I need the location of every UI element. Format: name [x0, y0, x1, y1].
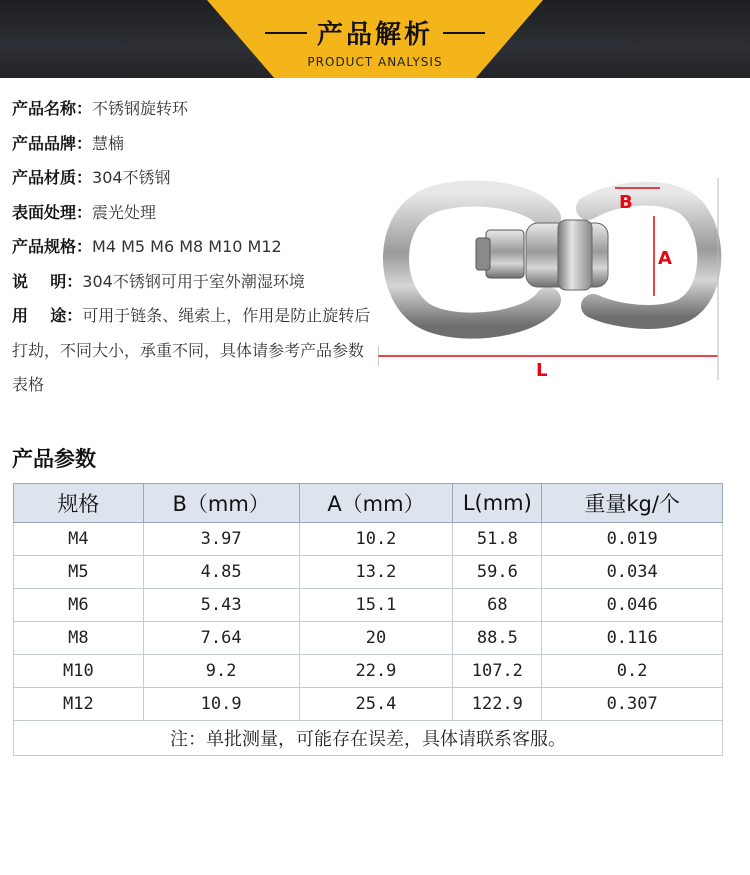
banner-title: 产品解析	[265, 14, 485, 51]
cell: 13.2	[299, 556, 453, 589]
cell: 4.85	[143, 556, 299, 589]
info-row-spec	[12, 230, 377, 265]
info-row-name	[12, 92, 377, 127]
product-info	[12, 92, 377, 403]
swivel-nut-end	[476, 238, 490, 270]
swivel-nut	[486, 230, 524, 278]
product-figure	[378, 168, 724, 388]
cell: M8	[14, 622, 144, 655]
cell: M5	[14, 556, 144, 589]
cell: 9.2	[143, 655, 299, 688]
cell: 0.2	[542, 655, 723, 688]
cell: 51.8	[453, 523, 542, 556]
cell: 15.1	[299, 589, 453, 622]
cell: 22.9	[299, 655, 453, 688]
col-header-a: A（mm）	[299, 484, 453, 523]
cell: M4	[14, 523, 144, 556]
cell: 5.43	[143, 589, 299, 622]
table-row	[14, 688, 723, 721]
col-header-weight: 重量kg/个	[542, 484, 723, 523]
cell: 10.9	[143, 688, 299, 721]
table-note-row	[14, 721, 723, 756]
info-row-material	[12, 161, 377, 196]
cell: 7.64	[143, 622, 299, 655]
col-header-spec: 规格	[14, 484, 144, 523]
cell: M10	[14, 655, 144, 688]
banner-title-block	[265, 0, 485, 78]
info-row-finish	[12, 196, 377, 231]
cell: M6	[14, 589, 144, 622]
cell: 0.034	[542, 556, 723, 589]
col-header-b: B（mm）	[143, 484, 299, 523]
info-row-desc	[12, 265, 377, 300]
cell: 0.046	[542, 589, 723, 622]
swivel-collar	[558, 220, 592, 290]
cell: 3.97	[143, 523, 299, 556]
cell: 122.9	[453, 688, 542, 721]
dim-label-l: L	[536, 360, 548, 381]
info-label: 产品名称：	[12, 99, 93, 118]
col-header-l: L(mm)	[453, 484, 542, 523]
table-row	[14, 655, 723, 688]
info-label: 用 途：	[12, 306, 83, 325]
params-table	[13, 483, 723, 756]
info-value: 慧楠	[92, 133, 125, 153]
info-value: 可用于链条、绳索上，作用是防止旋转后打劫，不同大小，承重不同，具体请参考产品参数表格	[12, 306, 371, 394]
cell: M12	[14, 688, 144, 721]
banner-subtitle: PRODUCT ANALYSIS	[307, 55, 443, 69]
info-row-brand	[12, 127, 377, 162]
cell: 107.2	[453, 655, 542, 688]
info-value: 304不锈钢可用于室外潮湿环境	[82, 271, 305, 291]
dim-label-b: B	[619, 192, 633, 213]
swivel-ring-image	[378, 168, 724, 388]
dim-label-a: A	[658, 248, 672, 269]
left-eye-ring	[396, 194, 548, 326]
cell: 59.6	[453, 556, 542, 589]
info-row-usage	[12, 299, 377, 403]
info-label: 表面处理：	[12, 202, 93, 222]
info-value: 不锈钢旋转环	[92, 99, 189, 118]
table-row	[14, 556, 723, 589]
params-title: 产品参数	[12, 447, 96, 471]
cell: 10.2	[299, 523, 453, 556]
table-header-row	[14, 484, 723, 523]
info-value: 304不锈钢	[92, 168, 171, 187]
cell: 0.019	[542, 523, 723, 556]
cell: 0.307	[542, 688, 723, 721]
cell: 88.5	[453, 622, 542, 655]
cell: 68	[453, 589, 542, 622]
table-note: 注：单批测量，可能存在误差，具体请联系客服。	[14, 721, 723, 756]
info-label: 产品品牌：	[12, 133, 93, 153]
info-value: M4 M5 M6 M8 M10 M12	[92, 237, 282, 256]
cell: 25.4	[299, 688, 453, 721]
table-row	[14, 523, 723, 556]
cell: 0.116	[542, 622, 723, 655]
info-label: 产品规格：	[12, 237, 93, 256]
info-label: 产品材质：	[12, 168, 93, 187]
table-row	[14, 622, 723, 655]
info-label: 说 明：	[12, 271, 83, 291]
info-value: 震光处理	[92, 202, 157, 222]
cell: 20	[299, 622, 453, 655]
table-row	[14, 589, 723, 622]
